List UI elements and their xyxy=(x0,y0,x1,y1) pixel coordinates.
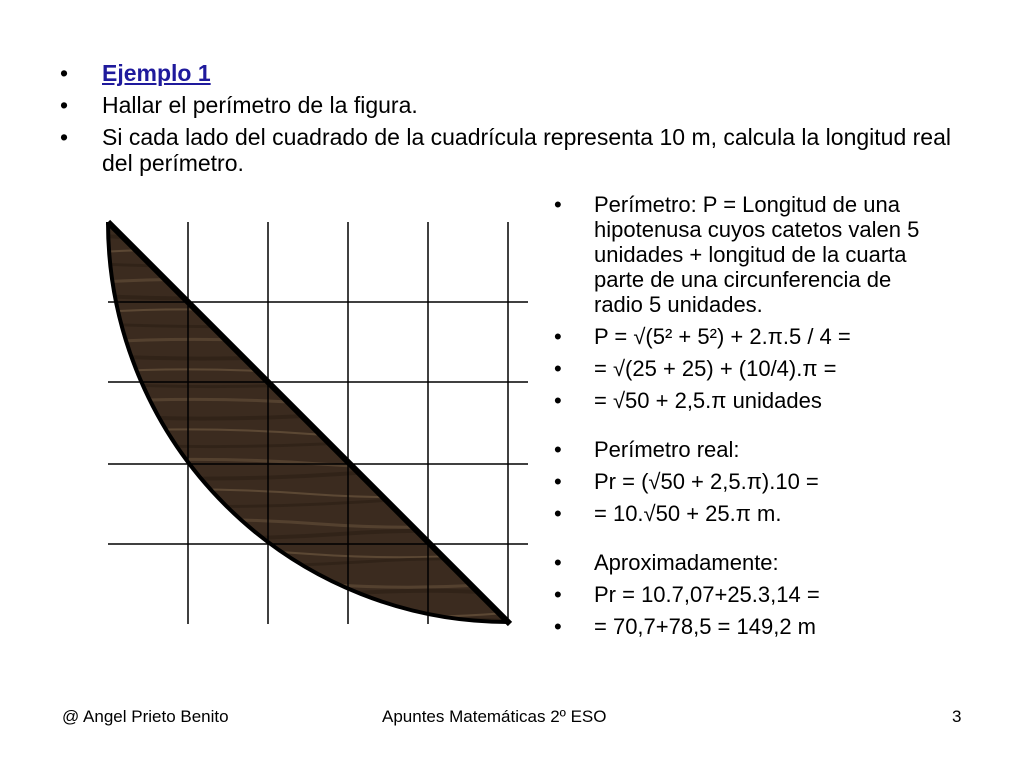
solution-item xyxy=(552,192,932,317)
solution-text: = 10.√50 + 25.π m. xyxy=(594,501,782,526)
bullet-marker: • xyxy=(554,469,562,494)
solution-text: = √(25 + 25) + (10/4).π = xyxy=(594,356,837,381)
bullet-marker: • xyxy=(554,437,562,462)
solution-item xyxy=(552,582,932,607)
solution-item xyxy=(552,356,932,381)
solution-bullets xyxy=(552,192,932,646)
bullet-title xyxy=(58,60,958,86)
solution-text: P = √(5² + 5²) + 2.π.5 / 4 = xyxy=(594,324,851,349)
bullet-marker: • xyxy=(554,324,562,349)
solution-text: Pr = (√50 + 2,5.π).10 = xyxy=(594,469,819,494)
page-number: 3 xyxy=(952,707,962,726)
solution-text: = √50 + 2,5.π unidades xyxy=(594,388,822,413)
header-bullets xyxy=(58,60,958,182)
solution-item xyxy=(552,469,932,494)
bullet-marker: • xyxy=(554,550,562,575)
solution-text: Perímetro real: xyxy=(594,437,740,462)
solution-item xyxy=(552,324,932,349)
solution-item xyxy=(552,501,932,526)
solution-item xyxy=(552,550,932,575)
solution-item xyxy=(552,437,932,462)
bullet-marker: • xyxy=(554,501,562,526)
solution-text: Pr = 10.7,07+25.3,14 = xyxy=(594,582,820,607)
footer-course: Apuntes Matemáticas 2º ESO xyxy=(382,707,607,726)
instruction-text-1: Hallar el perímetro de la figura. xyxy=(102,92,418,118)
bullet-marker: • xyxy=(60,124,69,150)
footer-author: @ Angel Prieto Benito xyxy=(62,707,229,726)
solution-item xyxy=(552,388,932,413)
example-title[interactable]: Ejemplo 1 xyxy=(102,60,211,86)
instruction-text-2: Si cada lado del cuadrado de la cuadrícula representa 10 m, calcula la longitud real del perímetro. xyxy=(102,124,951,176)
bullet-marker: • xyxy=(60,60,69,86)
solution-text: = 70,7+78,5 = 149,2 m xyxy=(594,614,817,639)
bullet-marker: • xyxy=(554,192,562,217)
perimeter-figure xyxy=(100,214,540,634)
solution-text: Perímetro: P = Longitud de una hipotenusa cuyos catetos valen 5 unidades + longitud de la cuarta parte de una circunferencia de radio 5 unidades. xyxy=(594,192,920,317)
bullet-instruction-2 xyxy=(58,124,958,176)
solution-text: Aproximadamente: xyxy=(594,550,779,575)
bullet-marker: • xyxy=(554,582,562,607)
bullet-marker: • xyxy=(554,614,562,639)
bullet-marker: • xyxy=(554,388,562,413)
bullet-marker: • xyxy=(554,356,562,381)
bullet-marker: • xyxy=(60,92,69,118)
bullet-instruction-1 xyxy=(58,92,958,118)
solution-item xyxy=(552,614,932,639)
